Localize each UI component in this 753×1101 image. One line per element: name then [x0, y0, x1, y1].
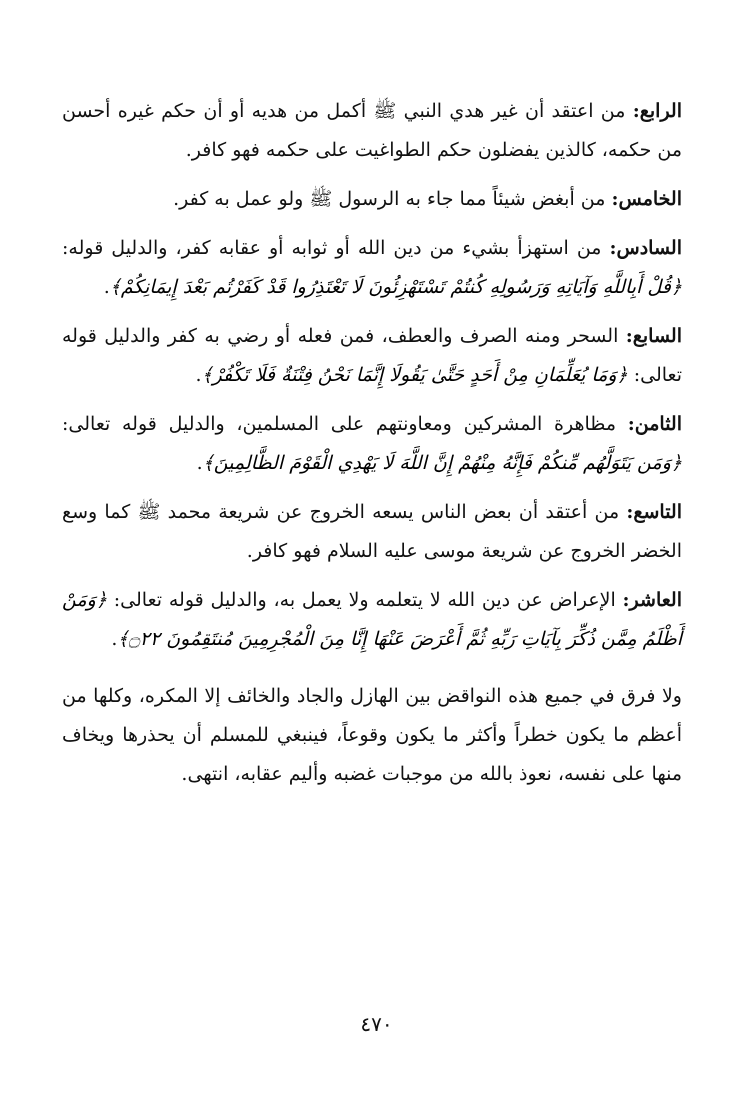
paragraph-text: مظاهرة المشركين ومعاونتهم على المسلمين، والدليل قوله تعالى:	[62, 413, 628, 435]
term-label: السابع:	[625, 325, 682, 347]
term-label: التاسع:	[626, 501, 682, 523]
paragraph-tail: .	[196, 452, 203, 474]
term-label: الثامن:	[627, 413, 682, 435]
paragraph-text: من استهزأ بشيء من دين الله أو ثوابه أو عقابه كفر، والدليل قوله:	[62, 237, 610, 259]
quran-verse: ﴿وَمَا يُعَلِّمَانِ مِنْ أَحَدٍ حَتَّىٰ يَقُولَا إِنَّمَا نَحْنُ فِتْنَةٌ فَلَا تَكْفُرْ﴾	[201, 364, 628, 386]
paragraph-seventh	[62, 317, 682, 395]
paragraph-tenth	[62, 581, 682, 659]
term-label: الخامس:	[611, 188, 682, 210]
paragraph-text: من أعتقد أن بعض الناس يسعه الخروج عن شريعة محمد ﷺ كما وسع الخضر الخروج عن شريعة موسى عليه السلام فهو كافر.	[62, 501, 682, 562]
paragraph-text: من أبغض شيئاً مما جاء به الرسول ﷺ ولو عمل به كفر.	[173, 188, 612, 210]
term-label: الرابع:	[632, 100, 682, 122]
quran-verse: ﴿وَمَن يَتَوَلَّهُم مِّنكُمْ فَإِنَّهُ مِنْهُمْ إِنَّ اللَّهَ لَا يَهْدِي الْقَوْمَ الظَّالِمِينَ﴾	[202, 452, 682, 474]
term-label: السادس:	[609, 237, 682, 259]
paragraph-eighth	[62, 405, 682, 483]
quran-verse: ﴿وَمَنْ أَظْلَمُ مِمَّن ذُكِّرَ بِآيَاتِ رَبِّهِ ثُمَّ أَعْرَضَ عَنْهَا إِنَّا مِنَ الْمُجْرِمِينَ مُنتَقِمُونَ ۝٢٢﴾	[62, 589, 682, 650]
paragraph-fourth	[62, 92, 682, 170]
paragraph-text: من اعتقد أن غير هدي النبي ﷺ أكمل من هديه أو أن حكم غيره أحسن من حكمه، كالذين يفضلون حكم الطواغيت على حكمه فهو كافر.	[62, 100, 682, 161]
paragraph-tail: .	[111, 628, 118, 650]
paragraph-tail: .	[103, 276, 110, 298]
body-text	[62, 92, 682, 804]
paragraph-fifth	[62, 180, 682, 219]
paragraph-text: السحر ومنه الصرف والعطف، فمن فعله أو رضي به كفر والدليل قوله تعالى:	[62, 325, 682, 386]
page-number: ٤٧٠	[360, 1012, 393, 1036]
term-label: العاشر:	[622, 589, 682, 611]
closing-paragraph: ولا فرق في جميع هذه النواقض بين الهازل والجاد والخائف إلا المكره، وكلها من أعظم ما يكون خطراً وأكثر ما يكون وقوعاً، فينبغي للمسلم أن يحذرها ويخاف منها على نفسه، نعوذ بالله من موجبات غضبه وأليم عقابه، انتهى.	[62, 685, 682, 785]
paragraph-text: الإعراض عن دين الله لا يتعلمه ولا يعمل به، والدليل قوله تعالى:	[106, 589, 623, 611]
paragraph-tail: .	[195, 364, 202, 386]
paragraph-sixth	[62, 229, 682, 307]
quran-verse: ﴿قُلْ أَبِاللَّهِ وَآيَاتِهِ وَرَسُولِهِ كُنتُمْ تَسْتَهْزِئُونَ لَا تَعْتَذِرُوا قَدْ كَفَرْتُم بَعْدَ إِيمَانِكُمْ﴾	[109, 276, 682, 298]
paragraph-ninth	[62, 493, 682, 571]
